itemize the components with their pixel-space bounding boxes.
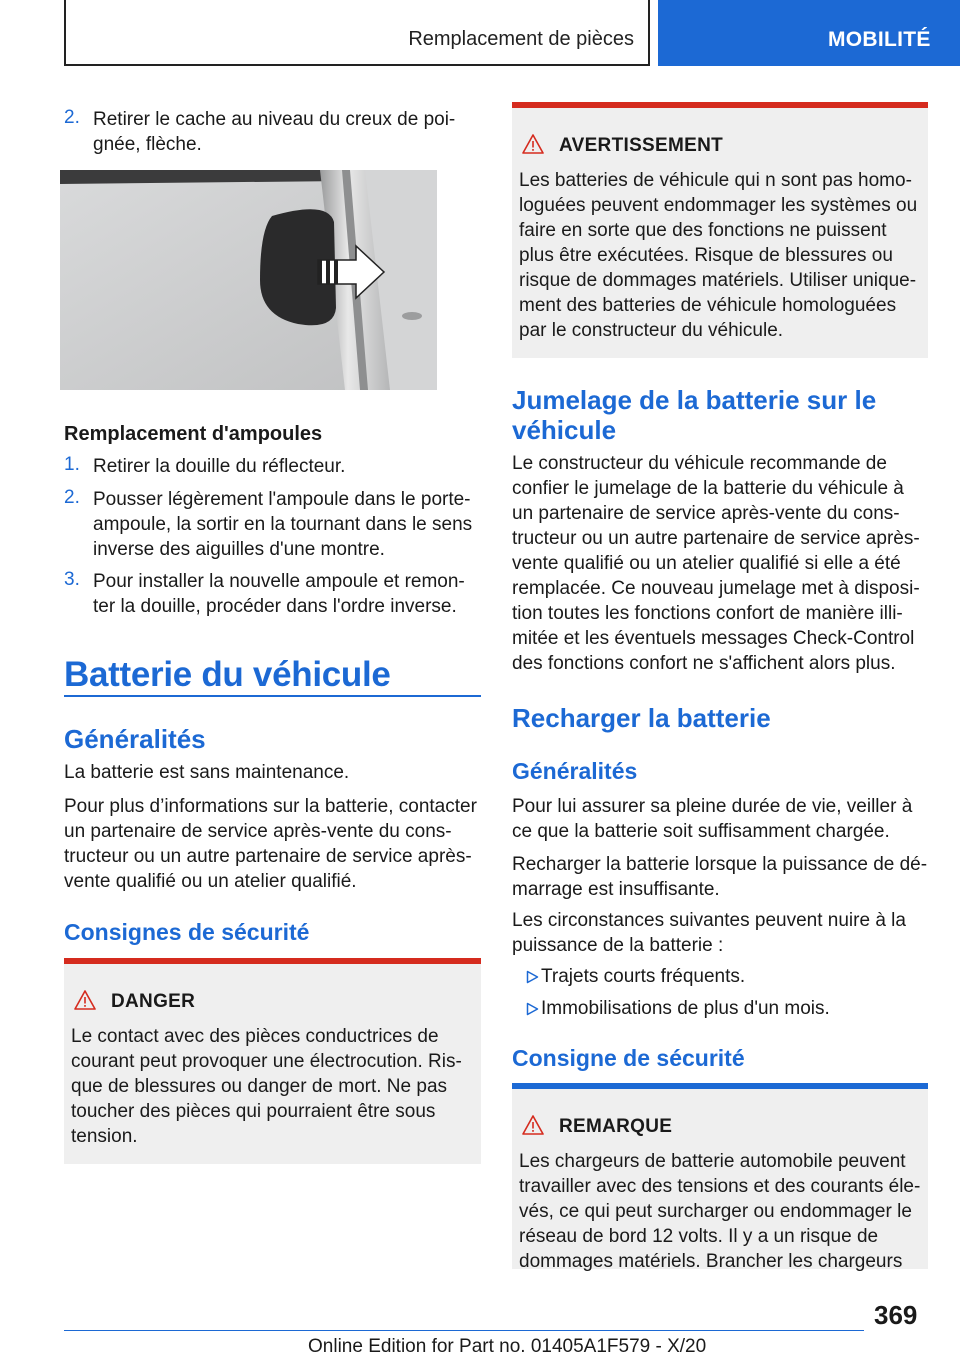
step-text: gnée, flèche. (93, 134, 202, 155)
box-line: Les chargeurs de batterie automobile peuvent (519, 1151, 906, 1172)
charge-heading: Recharger la batterie (512, 703, 771, 733)
note-text (519, 1149, 922, 1274)
charge-general-heading: Généralités (512, 758, 638, 784)
step-text: Retirer le cache au niveau du creux de poi‐ (93, 109, 456, 130)
note-box (512, 1083, 928, 1272)
header-chapter-title: MOBILITÉ (828, 28, 931, 51)
paragraph-line: Le constructeur du véhicule recommande de (512, 453, 887, 474)
safety-note-heading: Consigne de sécurité (512, 1045, 745, 1071)
general-paragraph-1: La batterie est sans maintenance. (64, 762, 350, 783)
paragraph-line: confier le jumelage de la batterie du véhicule à (512, 478, 904, 499)
box-line: par le constructeur du véhicule. (519, 320, 784, 341)
paragraph-line: remplacée. Ce nouveau jumelage met à disposi‐ (512, 578, 920, 599)
pairing-paragraph (512, 451, 932, 676)
heading-line: Jumelage de la batterie sur le (512, 385, 877, 415)
page-number: 369 (874, 1300, 918, 1330)
paragraph-line: des fonctions confort ne s'affichent alors plus. (512, 653, 896, 674)
charge-paragraph-3 (512, 908, 932, 958)
box-line: plus être exécutées. Risque de blessures ou (519, 245, 893, 266)
box-line: ment des batteries de véhicule homologuées (519, 295, 897, 316)
footer-rule (64, 1330, 864, 1331)
header-chapter-tab (658, 0, 960, 66)
section-title-rule (64, 695, 481, 697)
paragraph-line: tructeur ou un autre partenaire de service après‐ (512, 528, 920, 549)
step-number: 2. (64, 487, 80, 508)
box-line: loguées peuvent endommager les systèmes ou (519, 195, 918, 216)
paragraph-line: Les circonstances suivantes peuvent nuire à la (512, 910, 906, 931)
warning-triangle-icon (522, 1115, 544, 1135)
heading-line: véhicule (512, 415, 617, 445)
box-line: tension. (71, 1126, 138, 1147)
charge-paragraph-2 (512, 852, 932, 902)
paragraph-line: puissance de la batterie : (512, 935, 724, 956)
box-line: Le contact avec des pièces conductrices de (71, 1026, 439, 1047)
step-text: Pour installer la nouvelle ampoule et remon‐ (93, 571, 465, 592)
box-line: que de blessures ou danger de mort. Ne pas (71, 1076, 448, 1097)
step-text: Pousser légèrement l'ampoule dans le porte‐ (93, 489, 471, 510)
header-section-tab (64, 0, 650, 66)
warning-triangle-icon (74, 990, 96, 1010)
warning-title: AVERTISSEMENT (559, 135, 724, 156)
box-line: réseau de bord 12 volts. Il y a un risque de (519, 1226, 879, 1247)
box-line: courant peut provoquer une électrocution. Ris‐ (71, 1051, 462, 1072)
step-number: 2. (64, 107, 80, 128)
step-number: 1. (64, 454, 80, 475)
box-line: faire en sorte que des fonctions ne puissent (519, 220, 887, 241)
warning-triangle-icon (522, 134, 544, 154)
paragraph-line: Pour lui assurer sa pleine durée de vie, veiller à (512, 796, 913, 817)
paragraph-line: mitée et les éventuels messages Check-Control (512, 628, 915, 649)
box-line: vés, ce qui peut surcharger ou endommager le (519, 1201, 912, 1222)
bullet-text: Immobilisations de plus d'un mois. (541, 998, 830, 1019)
box-line: risque de dommages matériels. Utiliser unique‐ (519, 270, 917, 291)
paragraph-line: ce que la batterie soit suffisamment chargée. (512, 821, 890, 842)
box-line: travailler avec des tensions et des courants éle‐ (519, 1176, 921, 1197)
note-title: REMARQUE (559, 1116, 673, 1137)
bullet-text: Trajets courts fréquents. (541, 966, 746, 987)
danger-title: DANGER (111, 991, 196, 1012)
pairing-heading (512, 385, 876, 445)
triangle-right-icon (526, 1002, 539, 1016)
header-section-title: Remplacement de pièces (408, 28, 634, 50)
paragraph-line: tructeur ou un autre partenaire de service après‐ (64, 846, 472, 867)
paragraph-line: tion toutes les fonctions confort de manière illi‐ (512, 603, 903, 624)
box-line: dommages matériels. Brancher les chargeurs (519, 1251, 903, 1272)
paragraph-line: un partenaire de service après‐vente du cons‐ (512, 503, 900, 524)
bulbs-heading: Remplacement d'ampoules (64, 423, 323, 445)
door-handle-illustration (60, 170, 437, 390)
warning-box (512, 102, 928, 358)
section-title: Batterie du véhicule (64, 655, 391, 694)
paragraph-line: Recharger la batterie lorsque la puissance de dé‐ (512, 854, 928, 875)
footer-edition: Online Edition for Part no. 01405A1F579 - X/20 (308, 1336, 707, 1357)
paragraph-line: Pour plus d’informations sur la batterie, contacter (64, 796, 477, 817)
box-line: toucher des pièces qui pourraient être sous (71, 1101, 436, 1122)
step-text: Retirer la douille du réflecteur. (93, 456, 346, 477)
box-line: Les batteries de véhicule qui n sont pas homo‐ (519, 170, 912, 191)
step-number: 3. (64, 569, 80, 590)
door-handle-photo (60, 170, 437, 390)
general-paragraph-2 (64, 794, 484, 894)
triangle-right-icon (526, 970, 539, 984)
danger-text (71, 1024, 475, 1149)
charge-paragraph-1 (512, 794, 932, 844)
step-text: ampoule, la sortir en la tournant dans le sens (93, 514, 473, 535)
warning-text (519, 168, 922, 343)
safety-heading: Consignes de sécurité (64, 919, 310, 945)
paragraph-line: un partenaire de service après‐vente du cons‐ (64, 821, 452, 842)
general-heading: Généralités (64, 724, 206, 754)
paragraph-line: vente qualifié ou un atelier qualifié si elle a été (512, 553, 901, 574)
step-text: ter la douille, procéder dans l'ordre inverse. (93, 596, 457, 617)
danger-box (64, 958, 481, 1164)
paragraph-line: vente qualifié ou un atelier qualifié. (64, 871, 357, 892)
step-text: inverse des aiguilles d'une montre. (93, 539, 385, 560)
paragraph-line: marrage est insuffisante. (512, 879, 720, 900)
